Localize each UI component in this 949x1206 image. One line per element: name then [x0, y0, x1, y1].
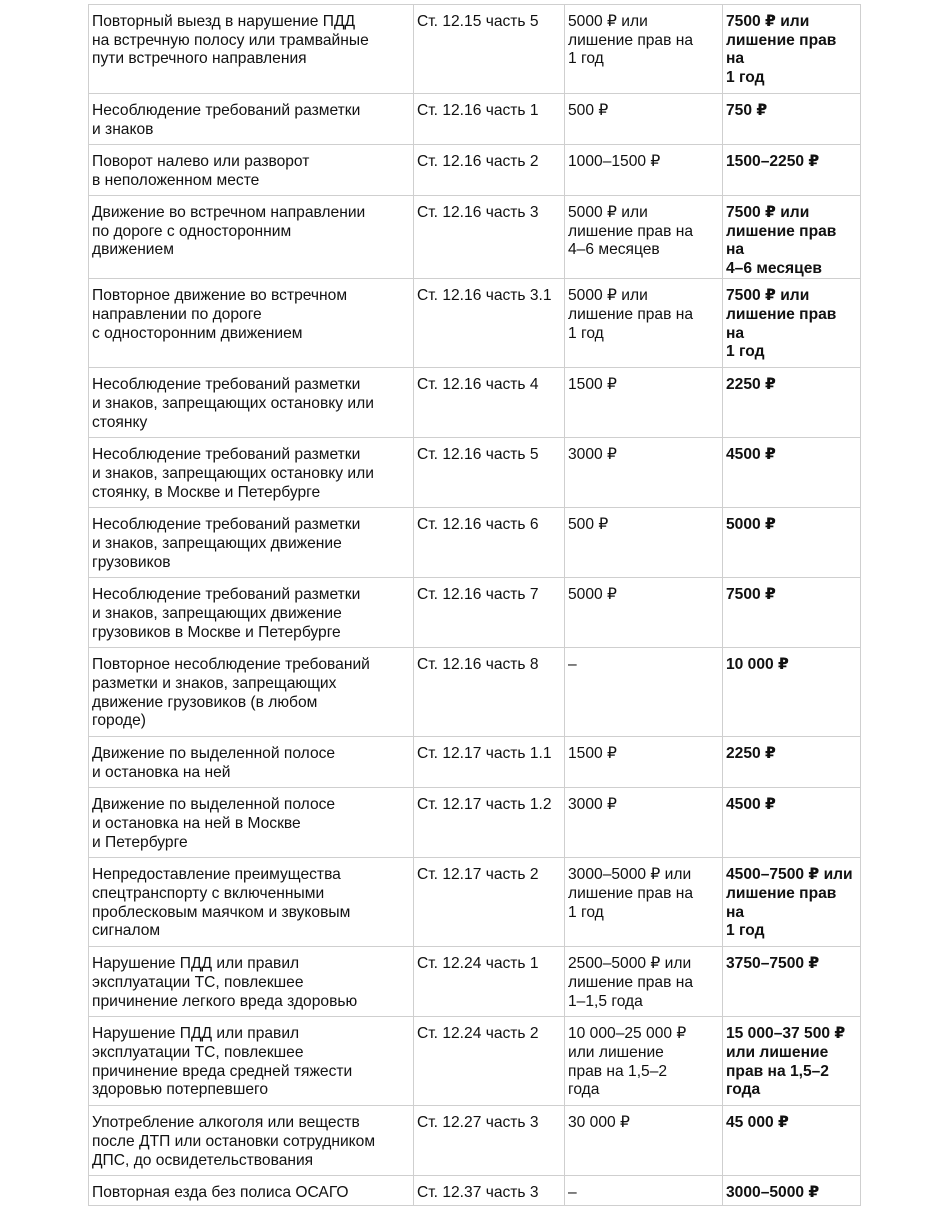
violation-cell: Несоблюдение требований разметки и знаков, запрещающих остановку или стоянку: [89, 368, 414, 438]
article-cell: Ст. 12.16 часть 4: [414, 368, 565, 438]
table-row: [89, 438, 861, 508]
old-fine-cell: 5000 ₽ или лишение прав на 1 год: [565, 5, 723, 94]
table-row: [89, 508, 861, 578]
article-cell: Ст. 12.16 часть 8: [414, 648, 565, 737]
old-fine-cell: 10 000–25 000 ₽ или лишение прав на 1,5–2 года: [565, 1017, 723, 1106]
new-fine-cell: 1500–2250 ₽: [723, 145, 861, 196]
old-fine-cell: 1500 ₽: [565, 737, 723, 788]
article-cell: Ст. 12.16 часть 5: [414, 438, 565, 508]
article-cell: Ст. 12.17 часть 1.1: [414, 737, 565, 788]
violation-cell: Нарушение ПДД или правил эксплуатации ТС, повлекшее причинение легкого вреда здоровью: [89, 947, 414, 1017]
new-fine-cell: 45 000 ₽: [723, 1106, 861, 1176]
new-fine-cell: 4500 ₽: [723, 788, 861, 858]
table-row: [89, 5, 861, 94]
table-row: [89, 368, 861, 438]
violation-cell: Повторная езда без полиса ОСАГО: [89, 1176, 414, 1206]
new-fine-cell: 2250 ₽: [723, 737, 861, 788]
article-cell: Ст. 12.16 часть 3.1: [414, 279, 565, 368]
new-fine-cell: 7500 ₽ или лишение прав на 1 год: [723, 279, 861, 368]
old-fine-cell: 500 ₽: [565, 508, 723, 578]
new-fine-cell: 750 ₽: [723, 94, 861, 145]
article-cell: Ст. 12.24 часть 1: [414, 947, 565, 1017]
violation-cell: Движение по выделенной полосе и остановка на ней: [89, 737, 414, 788]
table-row: [89, 648, 861, 737]
new-fine-cell: 7500 ₽: [723, 578, 861, 648]
fines-table-body: [89, 5, 861, 1206]
new-fine-cell: 5000 ₽: [723, 508, 861, 578]
table-row: [89, 858, 861, 947]
old-fine-cell: –: [565, 1176, 723, 1206]
new-fine-cell: 15 000–37 500 ₽ или лишение прав на 1,5–2 года: [723, 1017, 861, 1106]
old-fine-cell: 2500–5000 ₽ или лишение прав на 1–1,5 года: [565, 947, 723, 1017]
article-cell: Ст. 12.16 часть 6: [414, 508, 565, 578]
article-cell: Ст. 12.27 часть 3: [414, 1106, 565, 1176]
article-cell: Ст. 12.37 часть 3: [414, 1176, 565, 1206]
violation-cell: Непредоставление преимущества спецтранспорту с включенными проблесковым маячком и звуковым сигналом: [89, 858, 414, 947]
table-row: [89, 145, 861, 196]
table-row: [89, 1017, 861, 1106]
article-cell: Ст. 12.16 часть 7: [414, 578, 565, 648]
old-fine-cell: 3000 ₽: [565, 788, 723, 858]
violation-cell: Нарушение ПДД или правил эксплуатации ТС, повлекшее причинение вреда средней тяжести здоровью потерпевшего: [89, 1017, 414, 1106]
violation-cell: Несоблюдение требований разметки и знаков, запрещающих движение грузовиков в Москве и Петербурге: [89, 578, 414, 648]
violation-cell: Несоблюдение требований разметки и знаков, запрещающих остановку или стоянку, в Москве и Петербурге: [89, 438, 414, 508]
article-cell: Ст. 12.24 часть 2: [414, 1017, 565, 1106]
table-row: [89, 788, 861, 858]
old-fine-cell: 1000–1500 ₽: [565, 145, 723, 196]
article-cell: Ст. 12.16 часть 3: [414, 196, 565, 279]
old-fine-cell: 30 000 ₽: [565, 1106, 723, 1176]
new-fine-cell: 4500 ₽: [723, 438, 861, 508]
table-row: [89, 196, 861, 279]
article-cell: Ст. 12.16 часть 1: [414, 94, 565, 145]
new-fine-cell: 3750–7500 ₽: [723, 947, 861, 1017]
new-fine-cell: 4500–7500 ₽ или лишение прав на 1 год: [723, 858, 861, 947]
article-cell: Ст. 12.16 часть 2: [414, 145, 565, 196]
old-fine-cell: 5000 ₽ или лишение прав на 1 год: [565, 279, 723, 368]
old-fine-cell: –: [565, 648, 723, 737]
new-fine-cell: 10 000 ₽: [723, 648, 861, 737]
table-row: [89, 578, 861, 648]
violation-cell: Движение во встречном направлении по дороге с односторонним движением: [89, 196, 414, 279]
violation-cell: Повторный выезд в нарушение ПДД на встречную полосу или трамвайные пути встречного направления: [89, 5, 414, 94]
table-row: [89, 94, 861, 145]
violation-cell: Повторное движение во встречном направлении по дороге с односторонним движением: [89, 279, 414, 368]
old-fine-cell: 5000 ₽: [565, 578, 723, 648]
old-fine-cell: 3000–5000 ₽ или лишение прав на 1 год: [565, 858, 723, 947]
violation-cell: Употребление алкоголя или веществ после ДТП или остановки сотрудником ДПС, до освидетельствования: [89, 1106, 414, 1176]
new-fine-cell: 2250 ₽: [723, 368, 861, 438]
table-row: [89, 737, 861, 788]
old-fine-cell: 5000 ₽ или лишение прав на 4–6 месяцев: [565, 196, 723, 279]
old-fine-cell: 3000 ₽: [565, 438, 723, 508]
table-row: [89, 1106, 861, 1176]
article-cell: Ст. 12.17 часть 1.2: [414, 788, 565, 858]
violation-cell: Несоблюдение требований разметки и знаков: [89, 94, 414, 145]
new-fine-cell: 7500 ₽ или лишение прав на 1 год: [723, 5, 861, 94]
violation-cell: Повторное несоблюдение требований разметки и знаков, запрещающих движение грузовиков (в любом городе): [89, 648, 414, 737]
fines-table: [88, 4, 861, 1206]
table-row: [89, 1176, 861, 1206]
violation-cell: Движение по выделенной полосе и остановка на ней в Москве и Петербурге: [89, 788, 414, 858]
article-cell: Ст. 12.17 часть 2: [414, 858, 565, 947]
table-row: [89, 947, 861, 1017]
old-fine-cell: 500 ₽: [565, 94, 723, 145]
new-fine-cell: 7500 ₽ или лишение прав на 4–6 месяцев: [723, 196, 861, 279]
table-row: [89, 279, 861, 368]
violation-cell: Несоблюдение требований разметки и знаков, запрещающих движение грузовиков: [89, 508, 414, 578]
article-cell: Ст. 12.15 часть 5: [414, 5, 565, 94]
violation-cell: Поворот налево или разворот в неположенном месте: [89, 145, 414, 196]
new-fine-cell: 3000–5000 ₽: [723, 1176, 861, 1206]
old-fine-cell: 1500 ₽: [565, 368, 723, 438]
